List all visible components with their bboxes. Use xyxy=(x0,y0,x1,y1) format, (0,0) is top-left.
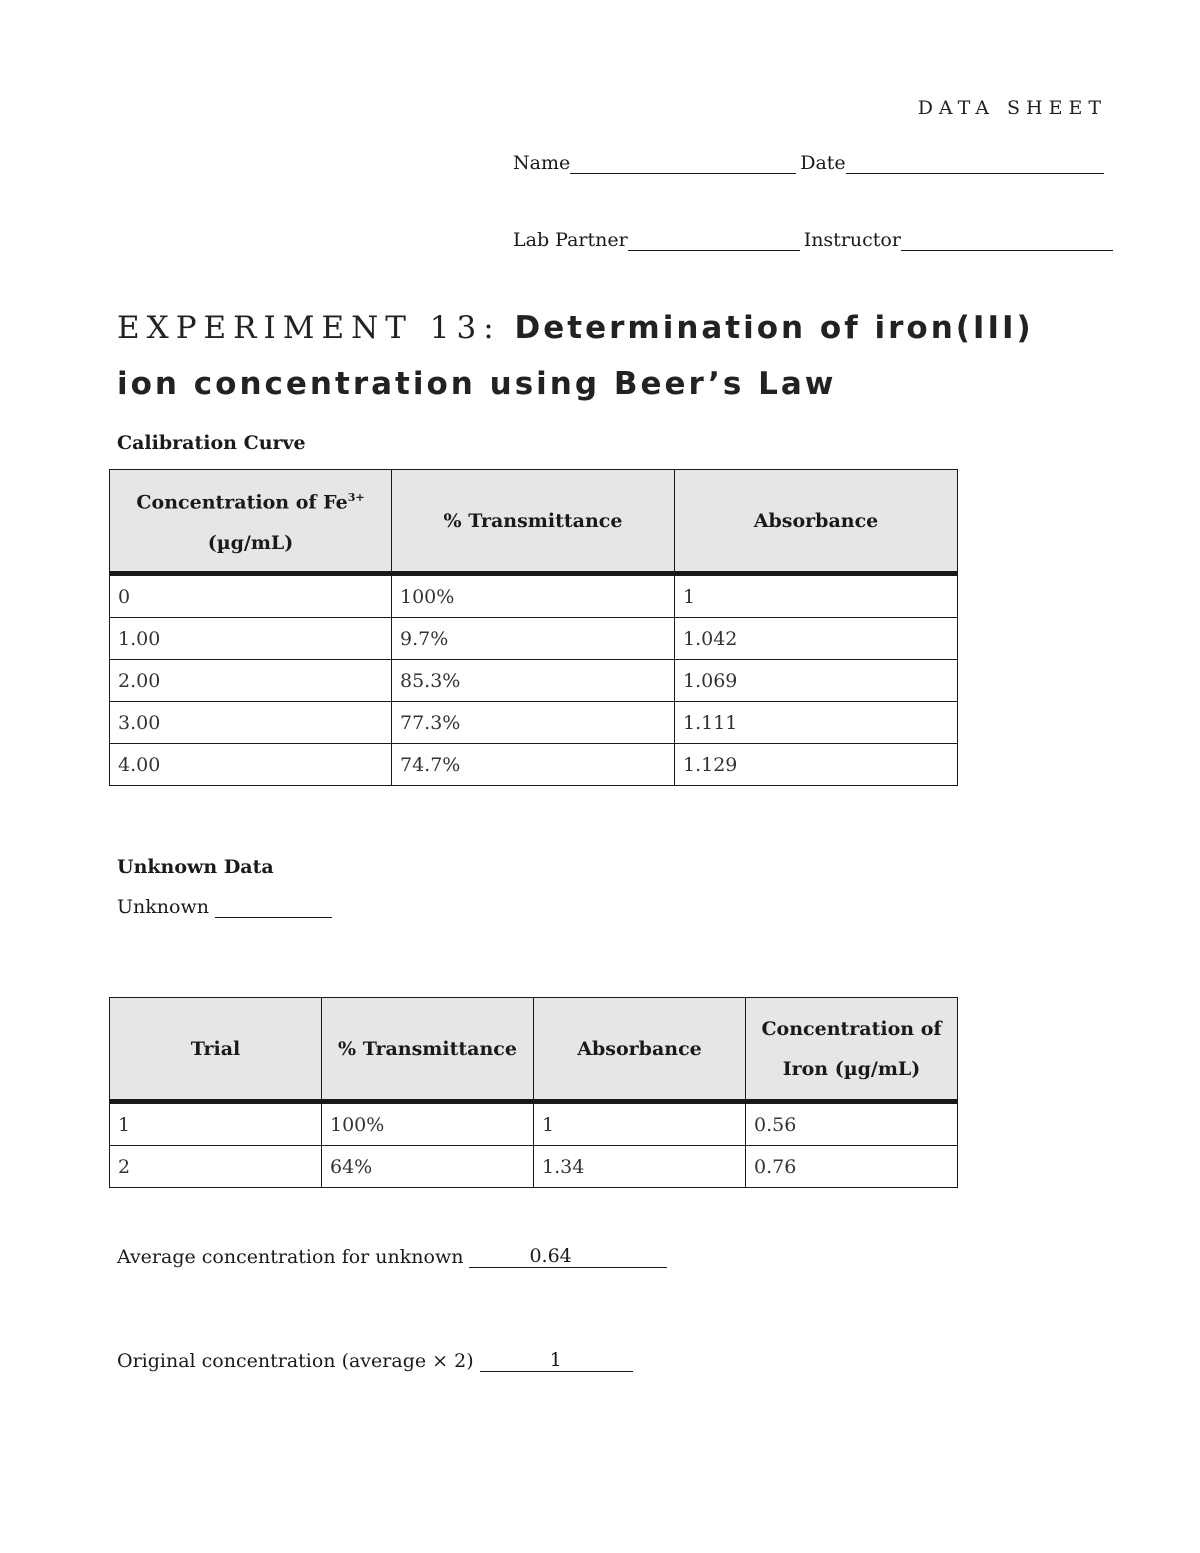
table-row xyxy=(110,660,958,702)
cell-transmittance: 77.3% xyxy=(392,702,675,744)
unknown-data-label: Unknown Data xyxy=(117,856,274,878)
cell-absorbance: 1 xyxy=(534,1102,746,1146)
original-value[interactable]: 1 xyxy=(480,1350,633,1372)
cell-transmittance: 100% xyxy=(322,1102,534,1146)
cell-absorbance: 1.069 xyxy=(675,660,958,702)
table-row xyxy=(110,574,958,618)
cell-transmittance: 64% xyxy=(322,1146,534,1188)
lab-partner-field[interactable] xyxy=(628,230,800,251)
cell-concentration: 0.56 xyxy=(746,1102,958,1146)
cell-trial: 1 xyxy=(110,1102,322,1146)
calibration-table xyxy=(109,469,958,786)
unknown-id-row xyxy=(117,896,336,918)
header-trial: Trial xyxy=(110,998,322,1102)
table-row xyxy=(110,618,958,660)
instructor-label: Instructor xyxy=(803,229,901,251)
lab-partner-label: Lab Partner xyxy=(513,229,628,251)
cell-transmittance: 9.7% xyxy=(392,618,675,660)
name-label: Name xyxy=(513,152,571,174)
date-field[interactable] xyxy=(846,153,1104,174)
experiment-title xyxy=(117,300,1107,412)
date-label: Date xyxy=(800,152,846,174)
unknown-table xyxy=(109,997,958,1188)
average-value[interactable]: 0.64 xyxy=(469,1246,666,1268)
original-label: Original concentration (average × 2) xyxy=(117,1350,474,1372)
average-concentration-row xyxy=(117,1246,667,1268)
unknown-label: Unknown xyxy=(117,896,209,918)
cell-concentration: 3.00 xyxy=(110,702,392,744)
calibration-curve-label: Calibration Curve xyxy=(117,432,306,454)
header-iron-concentration: Concentration of Iron (µg/mL) xyxy=(746,998,958,1102)
cell-absorbance: 1.129 xyxy=(675,744,958,786)
header-transmittance: % Transmittance xyxy=(392,470,675,574)
header-transmittance: % Transmittance xyxy=(322,998,534,1102)
table-row xyxy=(110,1146,958,1188)
cell-trial: 2 xyxy=(110,1146,322,1188)
partner-instructor-row xyxy=(513,229,1113,251)
name-date-row xyxy=(513,152,1104,174)
table-row xyxy=(110,702,958,744)
original-concentration-row xyxy=(117,1350,633,1372)
cell-concentration: 4.00 xyxy=(110,744,392,786)
cell-absorbance: 1.34 xyxy=(534,1146,746,1188)
table-row xyxy=(110,744,958,786)
experiment-number: EXPERIMENT 13: xyxy=(117,310,501,346)
table-row xyxy=(110,1102,958,1146)
header-absorbance: Absorbance xyxy=(534,998,746,1102)
name-field[interactable] xyxy=(570,153,796,174)
cell-absorbance: 1.042 xyxy=(675,618,958,660)
header-absorbance: Absorbance xyxy=(675,470,958,574)
cell-transmittance: 85.3% xyxy=(392,660,675,702)
cell-concentration: 0 xyxy=(110,574,392,618)
experiment-name: Determination of iron(III) ion concentration using Beer’s Law xyxy=(117,310,1034,402)
instructor-field[interactable] xyxy=(901,230,1113,251)
data-sheet-title: DATA SHEET xyxy=(917,97,1107,119)
average-label: Average concentration for unknown xyxy=(117,1246,464,1268)
unknown-field[interactable] xyxy=(215,897,332,918)
cell-absorbance: 1 xyxy=(675,574,958,618)
cell-concentration: 0.76 xyxy=(746,1146,958,1188)
cell-transmittance: 100% xyxy=(392,574,675,618)
header-concentration: Concentration of $Fe^{3+}$ (µg/mL) xyxy=(110,470,392,574)
cell-concentration: 1.00 xyxy=(110,618,392,660)
cell-concentration: 2.00 xyxy=(110,660,392,702)
cell-transmittance: 74.7% xyxy=(392,744,675,786)
cell-absorbance: 1.111 xyxy=(675,702,958,744)
